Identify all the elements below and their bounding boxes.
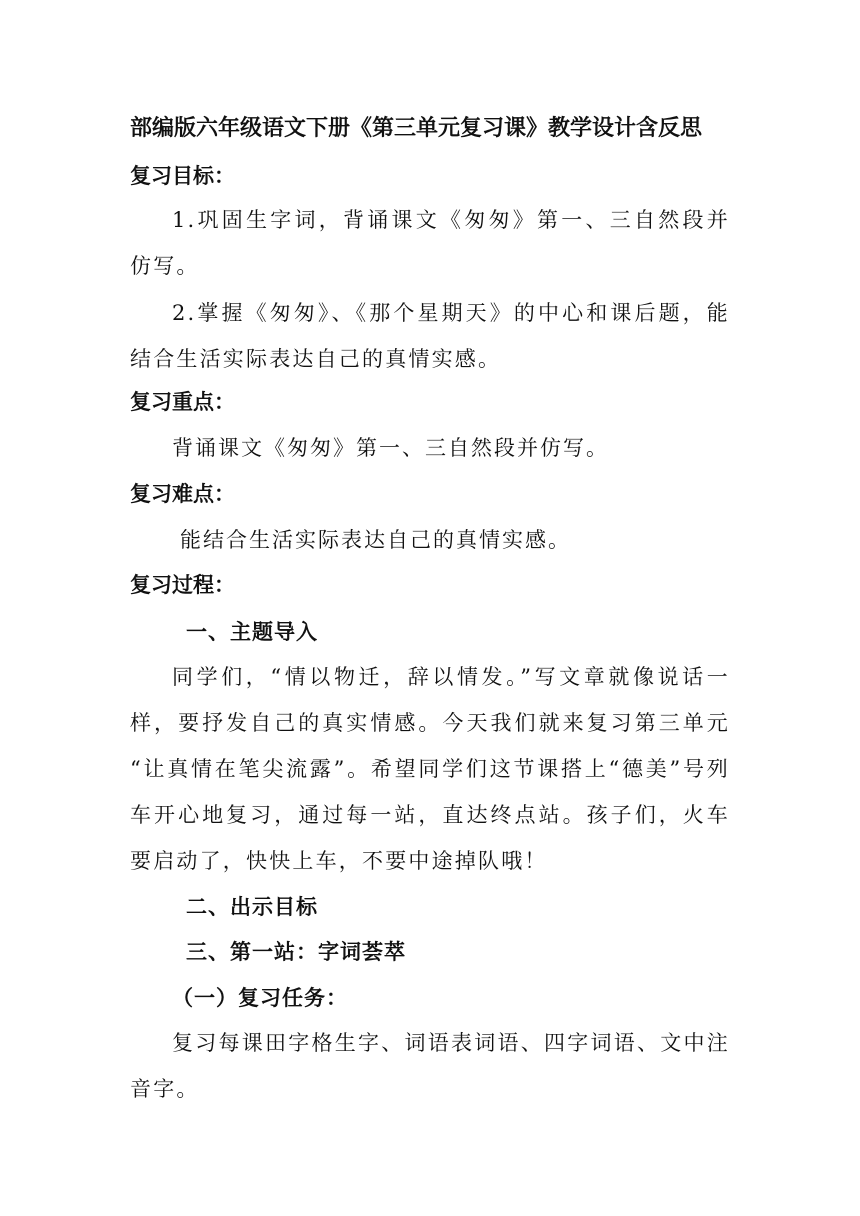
section-2-heading: 二、出示目标 — [186, 894, 318, 919]
task-heading: （一）复习任务： — [172, 985, 348, 1010]
intro-paragraph: 同学们，“情以物迁，辞以情发。”写文章就像说话一样，要抒发自己的真实情感。今天我们就来复习第三单元 “让真情在笔尖流露”。希望同学们这节课搭上“德美”号列车开心地复习，通过每一站，直达终点站。孩子们，火车要启动了，快快上车，不要中途掉队哦！ — [130, 665, 730, 873]
key-points-text: 背诵课文《匆匆》第一、三自然段并仿写。 — [172, 436, 609, 460]
section-3-heading: 三、第一站：字词荟萃 — [186, 939, 406, 964]
section-1-heading: 一、主题导入 — [186, 619, 318, 644]
key-points-heading: 复习重点： — [130, 389, 235, 414]
goals-heading: 复习目标： — [130, 163, 235, 188]
goal-2-paragraph: 2.掌握《匆匆》、《那个星期天》的中心和课后题，能结合生活实际表达自己的真情实感。 — [130, 301, 730, 371]
difficulty-text: 能结合生活实际表达自己的真情实感。 — [180, 528, 571, 552]
difficulty-heading: 复习难点： — [130, 481, 235, 506]
goal-1-paragraph: 1.巩固生字词，背诵课文《匆匆》第一、三自然段并仿写。 — [130, 208, 730, 278]
task-paragraph: 复习每课田字格生字、词语表词语、四字词语、文中注音字。 — [130, 1031, 730, 1101]
document-title: 部编版六年级语文下册《第三单元复习课》教学设计含反思 — [130, 115, 703, 141]
process-heading: 复习过程： — [130, 572, 235, 597]
